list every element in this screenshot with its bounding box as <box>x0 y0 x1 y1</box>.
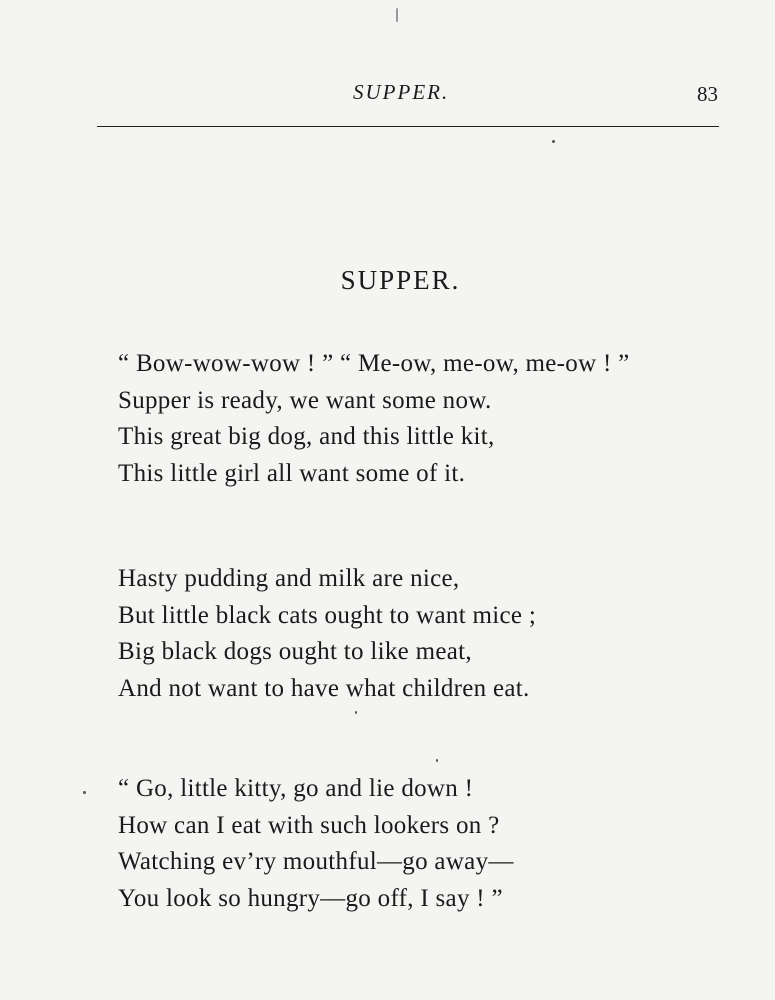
poem-line: And not want to have what children eat. <box>118 674 530 702</box>
poem-line: Hasty pudding and milk are nice, <box>118 565 460 592</box>
stanza-2 <box>118 561 738 707</box>
header-rule <box>97 126 719 127</box>
poem-line: You look so hungry—go off, I say ! ” <box>118 884 503 912</box>
poem-line: Supper is ready, we want some now. <box>118 386 492 414</box>
poem-line: How can I eat with such lookers on ? <box>118 811 500 839</box>
poem-line: “ Go, little kitty, go and lie down ! <box>118 775 474 802</box>
poem-line: “ Bow-wow-wow ! ” “ Me-ow, me-ow, me-ow ! ” <box>118 350 630 377</box>
ink-speck <box>396 8 398 22</box>
poem-line: This great big dog, and this little kit, <box>118 423 495 450</box>
running-head <box>0 80 775 110</box>
ink-speck <box>83 791 86 794</box>
page-number: 83 <box>697 82 718 106</box>
running-title: SUPPER. <box>353 80 450 104</box>
poem-title: SUPPER. <box>340 265 461 295</box>
stanza-1 <box>118 346 738 492</box>
ink-speck <box>355 711 357 714</box>
poem-line: This little girl all want some of it. <box>118 459 466 487</box>
poem-line: Watching ev’ry mouthful—go away— <box>118 848 514 875</box>
ink-speck <box>552 140 555 143</box>
poem-line: Big black dogs ought to like meat, <box>118 638 472 665</box>
poem-line: But little black cats ought to want mice ; <box>118 601 537 629</box>
stanza-3 <box>118 771 738 917</box>
ink-speck <box>436 759 438 762</box>
